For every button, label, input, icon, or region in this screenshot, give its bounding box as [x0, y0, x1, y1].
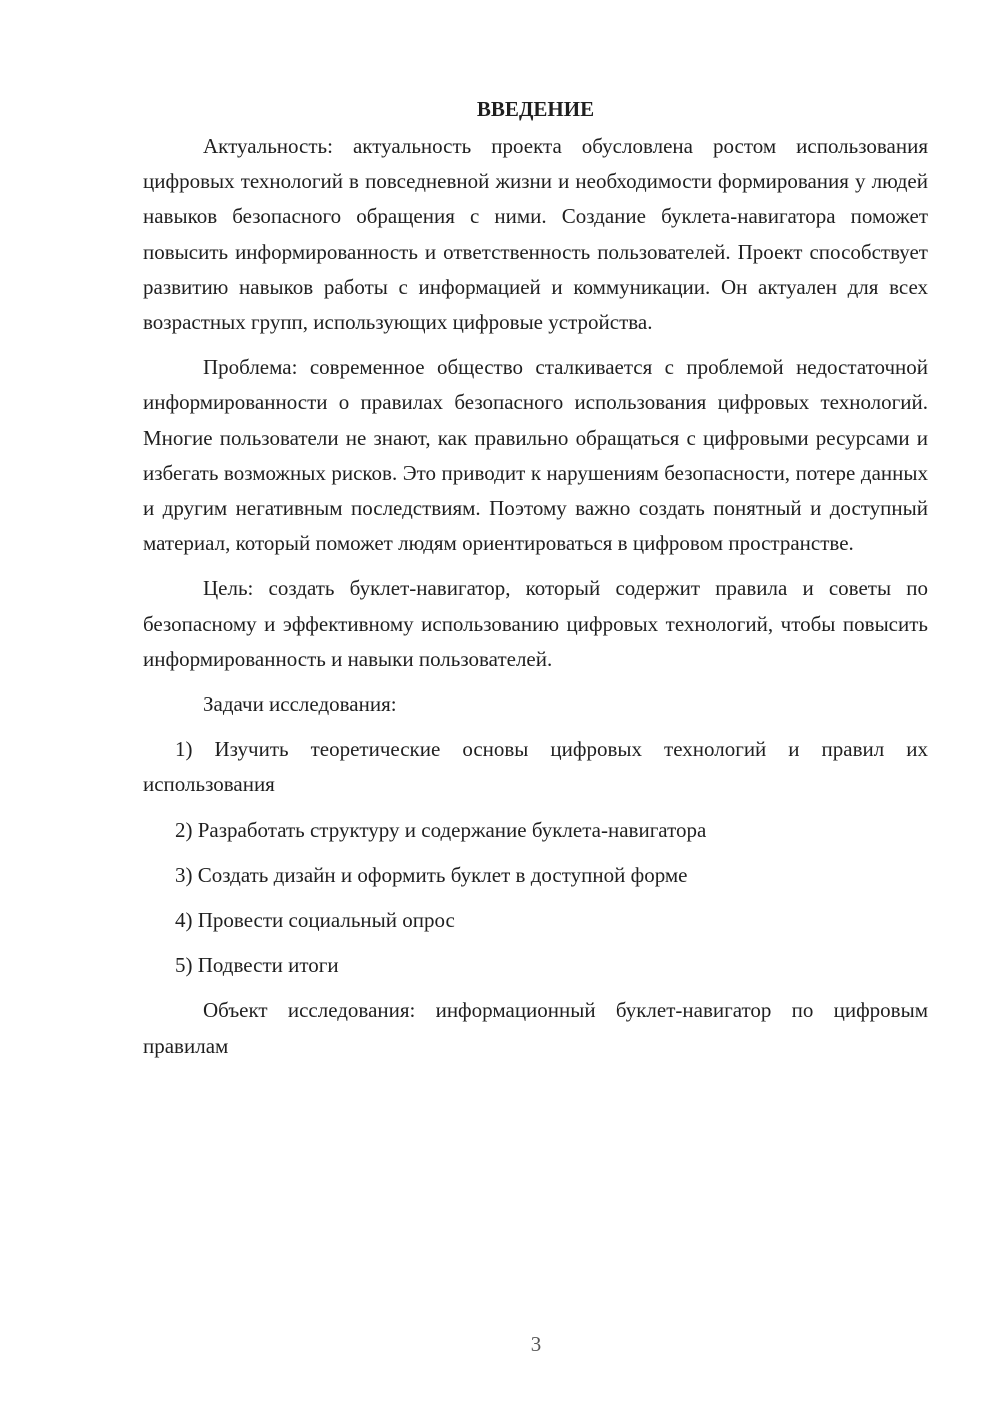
task-item: 5) Подвести итоги — [175, 953, 339, 978]
goal-paragraph: Цель: создать буклет-навигатор, который содержит правила и советы по безопасному и эффективному использованию цифровых технологий, чтобы повысить информированность и навыки пользователей. — [143, 576, 928, 671]
section-title: ВВЕДЕНИЕ — [476, 97, 595, 121]
relevance-paragraph: Актуальность: актуальность проекта обусловлена ростом использования цифровых технологий в повседневной жизни и необходимости формирования у людей навыков безопасного обращения с ними. Создание буклета-навигатора поможет повысить информированность и ответственность пользователей. Проект способствует развитию навыков работы с информацией и коммуникации. Он актуален для всех возрастных групп, использующих цифровые устройства. — [143, 134, 928, 335]
tasks-heading: Задачи исследования: — [203, 692, 397, 717]
task-item: 2) Разработать структуру и содержание буклета-навигатора — [175, 817, 707, 842]
task-item: 3) Создать дизайн и оформить буклет в доступной форме — [175, 862, 688, 887]
page-number: 3 — [530, 1332, 542, 1356]
task-item: 4) Провести социальный опрос — [175, 908, 455, 933]
task-item: 1) Изучить теоретические основы цифровых технологий и правил их использования — [143, 737, 928, 797]
problem-paragraph: Проблема: современное общество сталкивается с проблемой недостаточной информированности о правилах безопасного использования цифровых технологий. Многие пользователи не знают, как правильно обращаться с цифровыми ресурсами и избегать возможных рисков. Это приводит к нарушениям безопасности, потере данных и другим негативным последствиям. Поэтому важно создать понятный и доступный материал, который поможет людям ориентироваться в цифровом пространстве. — [143, 355, 928, 556]
object-paragraph: Объект исследования: информационный буклет-навигатор по цифровым правилам — [143, 998, 928, 1058]
tasks-list — [143, 732, 928, 983]
page-content — [143, 92, 928, 1074]
